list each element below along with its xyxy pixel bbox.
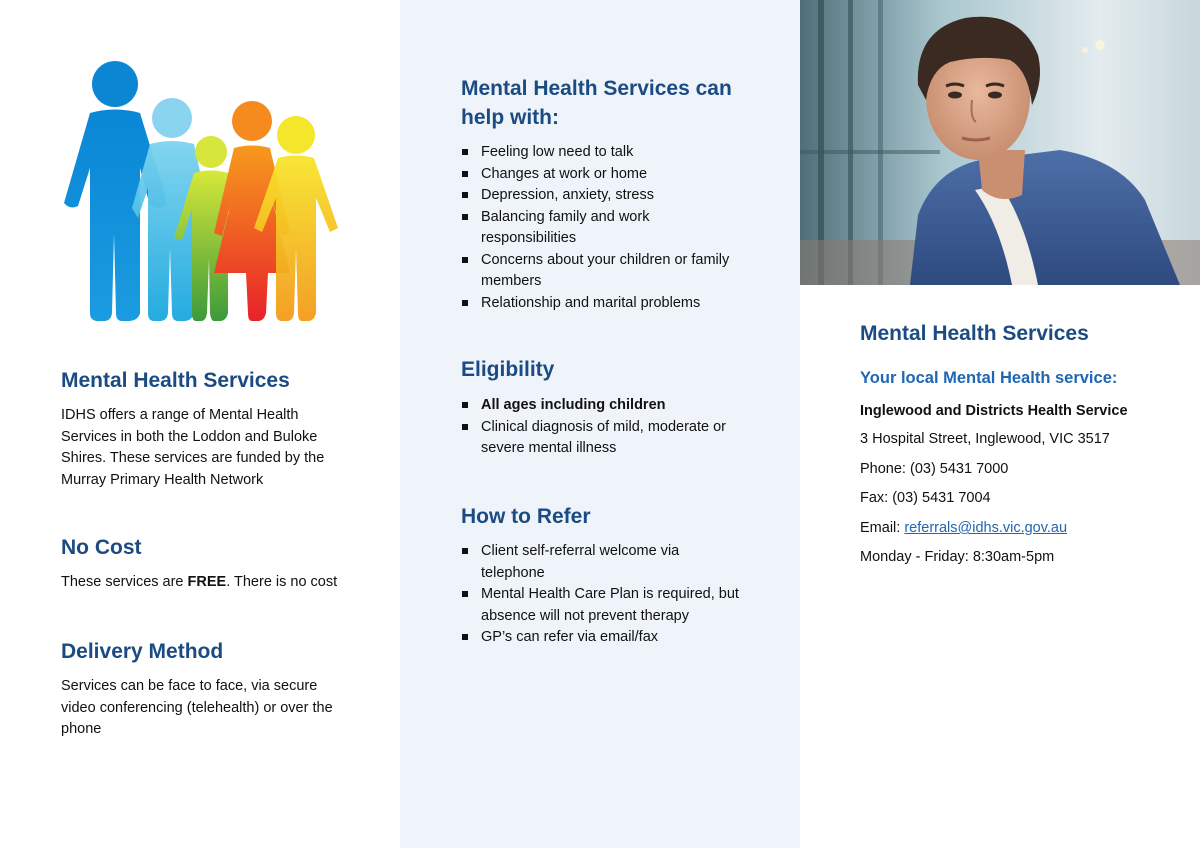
no-cost-text-post: . There is no cost bbox=[226, 574, 338, 590]
list-item: Clinical diagnosis of mild, moderate or severe mental illness bbox=[461, 417, 746, 460]
family-figures-logo bbox=[58, 58, 348, 326]
left-panel bbox=[0, 0, 400, 848]
list-item: All ages including children bbox=[461, 395, 746, 417]
local-service-subtitle: Your local Mental Health service: bbox=[860, 369, 1118, 387]
list-item: GP’s can refer via email/fax bbox=[461, 627, 746, 649]
email-label: Email: bbox=[860, 520, 905, 536]
eligibility-list bbox=[461, 395, 746, 460]
delivery-heading: Delivery Method bbox=[61, 640, 224, 663]
middle-panel bbox=[400, 0, 800, 848]
no-cost-text bbox=[61, 572, 361, 594]
right-panel bbox=[800, 0, 1200, 848]
refer-list bbox=[461, 541, 746, 649]
no-cost-free: FREE bbox=[187, 574, 227, 590]
list-item: Feeling low need to talk bbox=[461, 142, 746, 164]
org-name: Inglewood and Districts Health Service bbox=[860, 403, 1128, 419]
email-line bbox=[860, 520, 1067, 536]
list-item: Client self-referral welcome via telephone bbox=[461, 541, 746, 584]
opening-hours: Monday - Friday: 8:30am-5pm bbox=[860, 549, 1055, 565]
phone: Phone: (03) 5431 7000 bbox=[860, 461, 1009, 477]
list-item: Concerns about your children or family members bbox=[461, 250, 746, 293]
man-photo bbox=[800, 0, 1200, 285]
intro-text: IDHS offers a range of Mental Health Services in both the Loddon and Buloke Shires. These services are funded by the Murray Primary Health Network bbox=[61, 407, 325, 488]
list-item: Relationship and marital problems bbox=[461, 293, 746, 315]
fax: Fax: (03) 5431 7004 bbox=[860, 490, 991, 506]
email-link[interactable]: referrals@idhs.vic.gov.au bbox=[904, 520, 1068, 536]
delivery-text: Services can be face to face, via secure video conferencing (telehealth) or over the phone bbox=[61, 678, 333, 737]
list-item: Balancing family and work responsibilities bbox=[461, 207, 746, 250]
help-heading: Mental Health Services can help with: bbox=[461, 77, 732, 129]
eligibility-heading: Eligibility bbox=[461, 358, 555, 381]
list-item: Depression, anxiety, stress bbox=[461, 185, 746, 207]
address: 3 Hospital Street, Inglewood, VIC 3517 bbox=[860, 431, 1110, 447]
no-cost-heading: No Cost bbox=[61, 536, 142, 559]
contact-title: Mental Health Services bbox=[860, 322, 1089, 345]
help-list bbox=[461, 142, 746, 314]
list-item: Changes at work or home bbox=[461, 164, 746, 186]
no-cost-text-pre: These services are bbox=[61, 574, 188, 590]
list-item: Mental Health Care Plan is required, but absence will not prevent therapy bbox=[461, 584, 746, 627]
refer-heading: How to Refer bbox=[461, 505, 591, 528]
page-title: Mental Health Services bbox=[61, 369, 290, 392]
